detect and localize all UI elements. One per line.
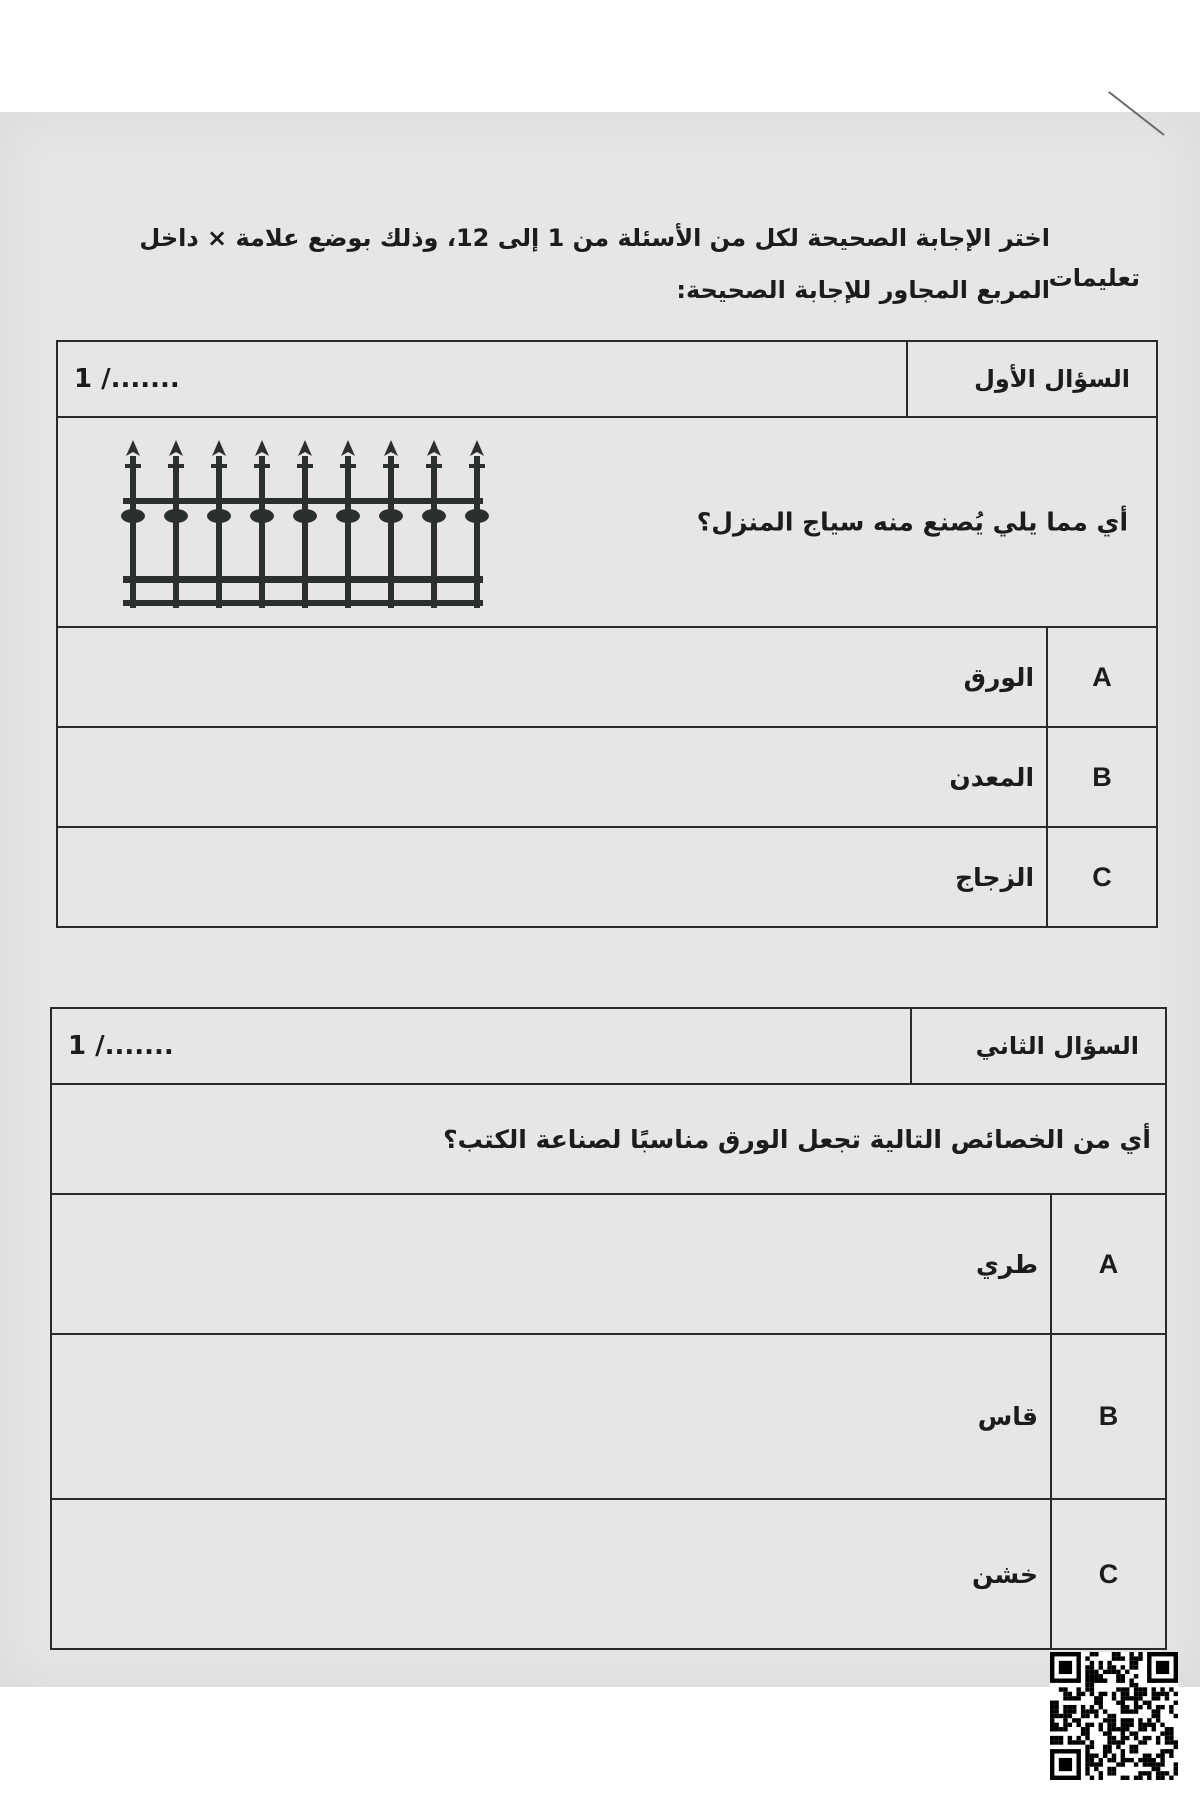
option-letter: C (1051, 1499, 1166, 1649)
option-letter: B (1047, 727, 1157, 827)
option-letter: C (1047, 827, 1157, 927)
question-1-body (57, 417, 1157, 627)
question-2-table (50, 1007, 1167, 1650)
qr-code-icon[interactable] (1050, 1652, 1178, 1780)
option-text: طري (51, 1194, 1051, 1334)
question-2-score: 1 /....... (51, 1008, 911, 1084)
question-1-title: السؤال الأول (907, 341, 1157, 417)
option-text: قاس (51, 1334, 1051, 1499)
question-2-option-a[interactable] (51, 1194, 1166, 1334)
exam-sheet (0, 112, 1200, 1687)
instructions-text: اختر الإجابة الصحيحة لكل من الأسئلة من 1 إلى 12، وذلك بوضع علامة × داخل المربع المجاور للإجابة الصحيحة: (139, 224, 1050, 304)
option-text: خشن (51, 1499, 1051, 1649)
question-1-option-b[interactable] (57, 727, 1157, 827)
iron-fence-icon (113, 438, 503, 618)
question-2-option-b[interactable] (51, 1334, 1166, 1499)
instructions-block (95, 212, 1140, 322)
question-1-text: أي مما يلي يُصنع منه سياج المنزل؟ (696, 507, 1129, 537)
question-1-table (56, 340, 1158, 928)
option-text: الورق (57, 627, 1047, 727)
paper-fold-mark (1108, 91, 1164, 136)
question-1-option-a[interactable] (57, 627, 1157, 727)
option-letter: B (1051, 1334, 1166, 1499)
question-2-title: السؤال الثاني (911, 1008, 1166, 1084)
question-1-option-c[interactable] (57, 827, 1157, 927)
question-2-option-c[interactable] (51, 1499, 1166, 1649)
option-letter: A (1047, 627, 1157, 727)
option-text: الزجاج (57, 827, 1047, 927)
option-letter: A (1051, 1194, 1166, 1334)
option-text: المعدن (57, 727, 1047, 827)
question-2-text: أي من الخصائص التالية تجعل الورق مناسبًا لصناعة الكتب؟ (51, 1084, 1166, 1194)
instructions-label: تعليمات (1048, 264, 1140, 292)
question-1-score: 1 /....... (57, 341, 907, 417)
